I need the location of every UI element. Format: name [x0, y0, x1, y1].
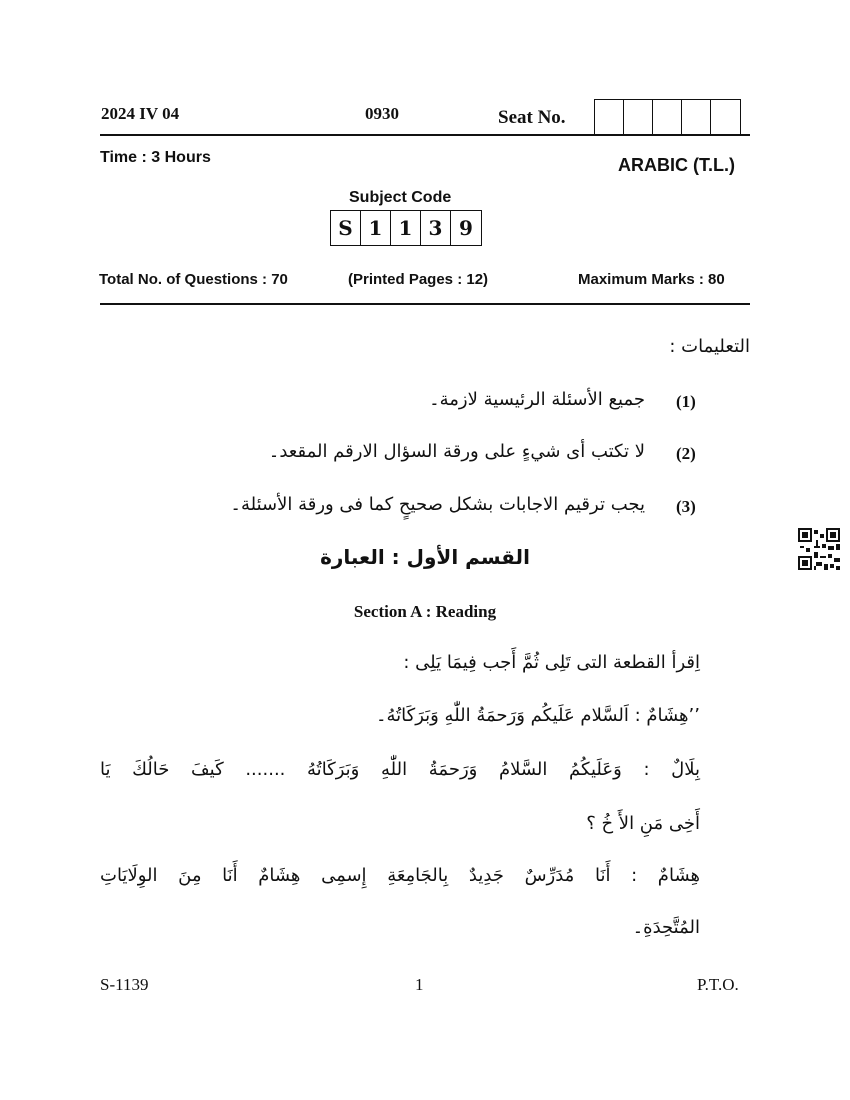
- instruction-text: جميع الأسئلة الرئيسية لازمة۔: [429, 389, 645, 410]
- time-code: 0930: [365, 104, 399, 123]
- instruction-text: يجب ترقيم الاجابات بشكل صحيحٍ كما فى ورقة الأسئلة۔: [230, 494, 645, 515]
- passage-line: بِلَالٌ : وَعَلَيكُمُ السَّلامُ وَرَحمَةُ اللّٰهِ وَبَرَكَاتُهُ ....... كَيفَ حَالُكَ يَا: [100, 759, 700, 780]
- code-digit: 1: [391, 211, 421, 245]
- instruction-number: (1): [676, 392, 696, 411]
- seat-box[interactable]: [711, 100, 740, 134]
- date-code: 2024 IV 04: [101, 104, 180, 123]
- header-divider: [100, 134, 750, 136]
- seat-number-boxes[interactable]: [594, 99, 741, 135]
- passage-line: ’’هِشَامٌ : اَلسَّلام عَلَيكُم وَرَحمَةُ اللّٰهِ وَبَرَكَاتُهُ۔: [375, 705, 700, 726]
- subject-code-label: Subject Code: [349, 189, 452, 206]
- passage-line: المُتَّحِدَةِ۔: [632, 917, 700, 938]
- exam-time: Time : 3 Hours: [100, 149, 211, 166]
- subject-name: ARABIC (T.L.): [618, 155, 735, 175]
- code-digit: 1: [361, 211, 391, 245]
- instruction-number: (2): [676, 444, 696, 463]
- seat-label: Seat No.: [498, 107, 566, 128]
- code-digit: S: [331, 211, 361, 245]
- section-english-title: Section A : Reading: [353, 602, 497, 621]
- subject-code-boxes: [330, 210, 482, 246]
- page-number: 1: [415, 975, 424, 994]
- seat-box[interactable]: [595, 100, 624, 134]
- printed-pages: (Printed Pages : 12): [348, 271, 489, 288]
- seat-box[interactable]: [653, 100, 682, 134]
- passage-line: هِشَامٌ : أَنَا مُدَرِّسٌ جَدِيدٌ بِالجَامِعَةِ إِسمِى هِشَامٌ أَنَا مِنَ الوِلَايَاتِ: [100, 865, 700, 886]
- passage-line: أَخِى مَنِ الأَ خُ ؟: [586, 813, 700, 834]
- please-turn-over: P.T.O.: [697, 975, 739, 994]
- instruction-number: (3): [676, 497, 696, 516]
- seat-box[interactable]: [682, 100, 711, 134]
- footer-code: S-1139: [100, 975, 149, 994]
- total-questions: Total No. of Questions : 70: [99, 271, 288, 288]
- code-digit: 3: [421, 211, 451, 245]
- maximum-marks: Maximum Marks : 80: [578, 271, 725, 288]
- instruction-text: لا تكتب أى شيءٍ على ورقة السؤال الارقم المقعد۔: [268, 441, 645, 462]
- code-digit: 9: [459, 216, 473, 240]
- seat-box[interactable]: [624, 100, 653, 134]
- header-bottom-divider: [100, 303, 750, 305]
- section-arabic-title: القسم الأول : العبارة: [320, 545, 530, 569]
- passage-intro: اِقرأ القطعة التى تَلِى ثُمَّ أَجب فِيمَا يَلِى :: [403, 652, 700, 673]
- instructions-title: التعليمات :: [669, 336, 750, 357]
- qr-code-icon: [798, 528, 840, 570]
